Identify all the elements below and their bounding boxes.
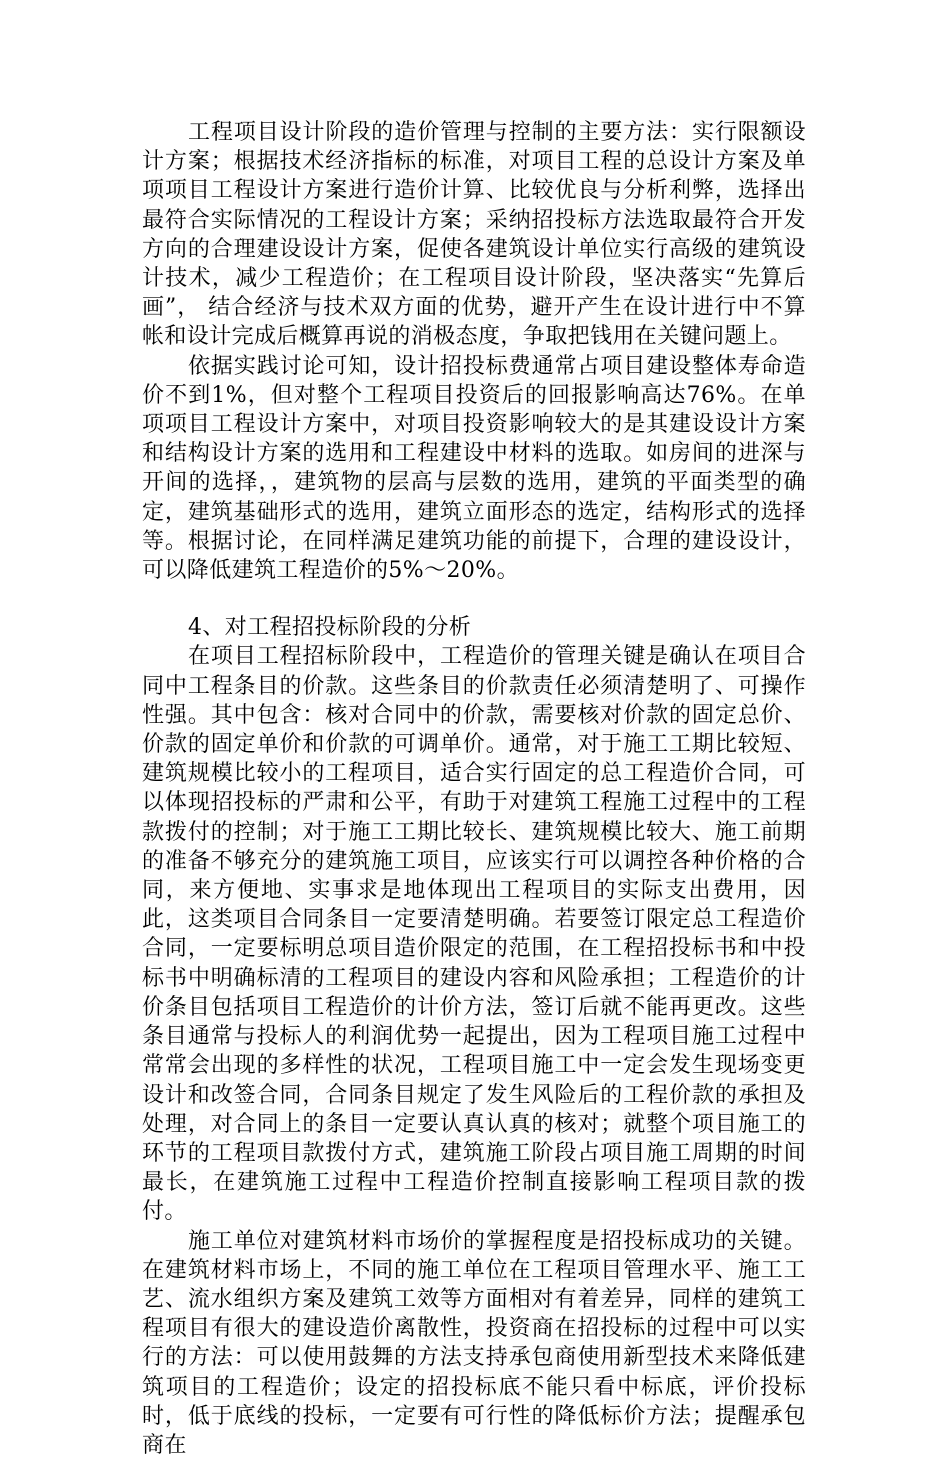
paragraph-design-methods: 工程项目设计阶段的造价管理与控制的主要方法：实行限额设计方案；根据技术经济指标的标准，对项目工程的总设计方案及单项项目工程设计方案进行造价计算、比较优良与分析利弊，选择出最符合实际情况的工程设计方案；采纳招投标方法选取最符合开发方向的合理建设设计方案，促使各建筑设计单位实行高级的建筑设计技术，减少工程造价；在工程项目设计阶段，坚决落实“先算后画”， 结合经济与技术双方面的优势，避开产生在设计进行中不算帐和设计完成后概算再说的消极态度，争取把钱用在关键问题上。 <box>142 120 806 350</box>
paragraph-material-prices: 施工单位对建筑材料市场价的掌握程度是招投标成功的关键。在建筑材料市场上，不同的施工单位在工程项目管理水平、施工工艺、流水组织方案及建筑工效等方面相对有着差异，同样的建筑工程项目有很大的建设造价离散性，投资商在招投标的过程中可以实行的方法：可以使用鼓舞的方法支持承包商使用新型技术来降低建筑项目的工程造价；设定的招投标底不能只看中标底，评价投标时，低于底线的投标，一定要有可行性的降低标价方法；提醒承包商在 <box>142 1228 806 1458</box>
paragraph-spacer <box>142 585 806 613</box>
paragraph-bidding-stage: 在项目工程招标阶段中，工程造价的管理关键是确认在项目合同中工程条目的价款。这些条目的价款责任必须清楚明了、可操作性强。其中包含：核对合同中的价款，需要核对价款的固定总价、价款的固定单价和价款的可调单价。通常，对于施工工期比较短、建筑规模比较小的工程项目，适合实行固定的总工程造价合同，可以体现招投标的严肃和公平，有助于对建筑工程施工过程中的工程款拨付的控制；对于施工工期比较长、建筑规模比较大、施工前期的准备不够充分的建筑施工项目，应该实行可以调控各种价格的合同，来方便地、实事求是地体现出工程项目的实际支出费用，因此，这类项目合同条目一定要清楚明确。若要签订限定总工程造价合同，一定要标明总项目造价限定的范围，在工程招投标书和中投标书中明确标清的工程项目的建设内容和风险承担；工程造价的计价条目包括项目工程造价的计价方法，签订后就不能再更改。这些条目通常与投标人的利润优势一起提出，因为工程项目施工过程中常常会出现的多样性的状况，工程项目施工中一定会发生现场变更设计和改签合同，合同条目规定了发生风险后的工程价款的承担及处理，对合同上的条目一定要认真认真的核对；就整个项目施工的环节的工程项目款拨付方式，建筑施工阶段占项目施工周期的时间最长，在建筑施工过程中工程造价控制直接影响工程项目款的拨付。 <box>142 644 806 1225</box>
paragraph-design-impact: 依据实践讨论可知，设计招投标费通常占项目建设整体寿命造价不到1%，但对整个工程项目投资后的回报影响高达76%。在单项项目工程设计方案中，对项目投资影响较大的是其建设设计方案和结构设计方案的选用和工程建设中材料的选取。如房间的进深与开间的选择，，建筑物的层高与层数的选用，建筑的平面类型的确定，建筑基础形式的选用，建筑立面形态的选定，结构形式的选择等。根据讨论，在同样满足建筑功能的前提下，合理的建设设计，可以降低建筑工程造价的5%～20%。 <box>142 353 806 584</box>
section-heading: 4、对工程招投标阶段的分析 <box>188 615 472 641</box>
document-page <box>142 118 806 1460</box>
